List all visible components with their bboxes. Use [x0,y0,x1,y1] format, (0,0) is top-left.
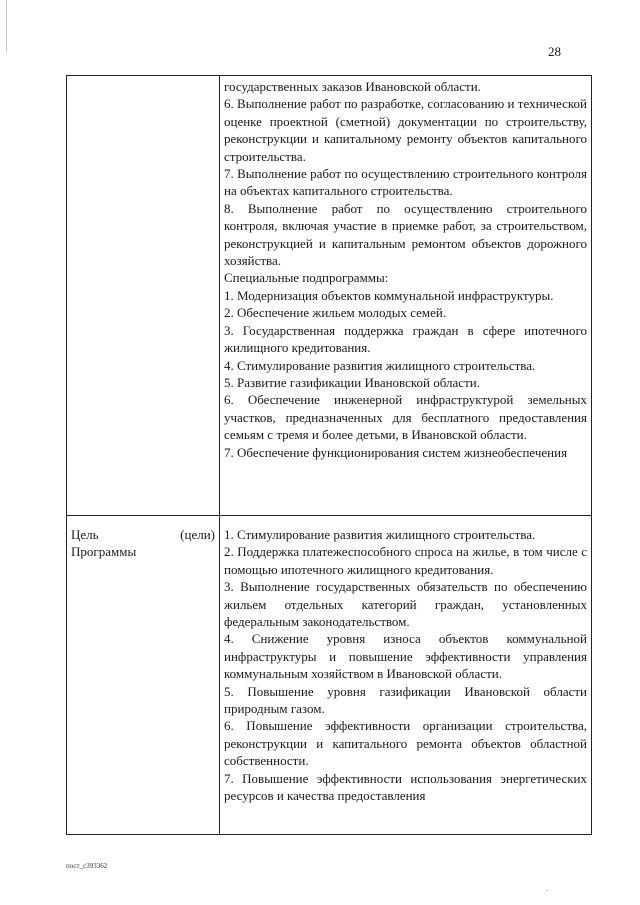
paragraph: 8. Выполнение работ по осуществлению строительного контроля, включая участие в приемке работ, за строительством, реконструкцией и капитальным ремонтом объектов дорожного хозяйства. [224,200,587,269]
table-cell-right [220,76,592,516]
row1-left-text [67,76,219,86]
subprograms-heading: Специальные подпрограммы: [224,270,389,286]
paragraph: 3. Государственная поддержка граждан в сфере ипотечного жилищного кредитования. [224,322,587,356]
table-cell-left [67,76,220,516]
paragraph: 3. Выполнение государственных обязательств по обеспечению жильем отдельных категорий граждан, установленных федеральным законодательством. [224,579,587,630]
paragraph: 4. Стимулирование развития жилищного строительства. [224,357,536,373]
table-row [67,516,592,835]
paragraph: 1. Стимулирование развития жилищного строительства. [224,527,536,542]
table-row [67,76,592,516]
paragraph: 1. Модернизация объектов коммунальной инфраструктуры. [224,287,554,303]
document-footer-code: пост_с393362 [66,862,108,870]
paragraph: 2. Поддержка платежеспособного спроса на жилье, в том числе с помощью ипотечного жилищного кредитования. [224,544,587,577]
paragraph: государственных заказов Ивановской области. [224,79,481,94]
label-line [71,526,215,543]
paragraph: 6. Повышение эффективности организации строительства, реконструкции и капитального ремонта объектов областной собственности. [224,718,587,769]
row2-right-text [220,516,591,805]
corner-mark: - [546,886,549,894]
row2-left-label [67,516,219,561]
paragraph: 7. Повышение эффективности использования энергетических ресурсов и качества предоставления [224,770,587,804]
paragraph: 4. Снижение уровня износа объектов коммунальной инфраструктуры и повышение эффективности управления коммунальным хозяйством в Ивановской области. [224,631,587,682]
label-line: Программы [71,544,137,560]
paragraph: 6. Обеспечение инженерной инфраструктурой земельных участков, предназначенных для бесплатного предоставления семьям с тремя и более детьми, в Ивановской области. [224,392,587,443]
table-cell-left [67,516,220,835]
label-word: Цель [71,527,99,542]
table-cell-right [220,516,592,835]
paragraph: 7. Выполнение работ по осуществлению строительного контроля на объектах капитального строительства. [224,166,587,199]
row1-right-text [220,76,591,461]
page-number: 28 [548,44,561,59]
paragraph: 2. Обеспечение жильем молодых семей. [224,305,447,321]
paragraph: 7. Обеспечение функционирования систем жизнеобеспечения [224,444,568,460]
program-passport-table [66,75,592,835]
paragraph: 5. Развитие газификации Ивановской области. [224,374,480,390]
paragraph: 5. Повышение уровня газификации Ивановской области природным газом. [224,683,587,717]
label-word: (цели) [180,527,215,542]
scan-edge-mark [6,0,7,52]
paragraph: 6. Выполнение работ по разработке, согласованию и технической оценке проектной (сметной) документации по строительству, реконструкции и капитальному ремонту объектов капитального строительства. [224,96,587,164]
